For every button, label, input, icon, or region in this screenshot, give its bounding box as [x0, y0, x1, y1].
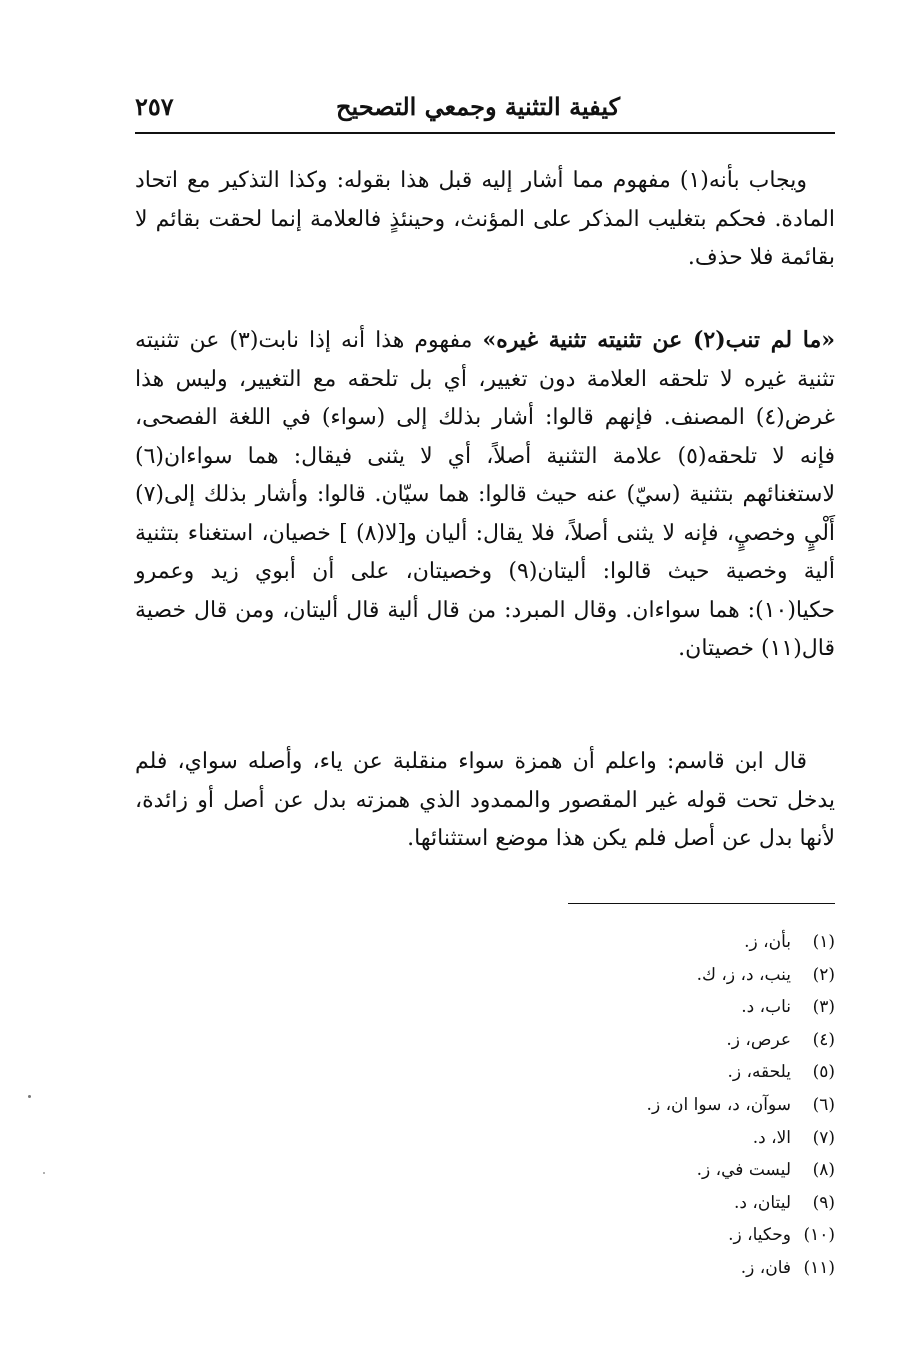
footnote-item: [415, 1187, 835, 1220]
page-number: ٢٥٧: [135, 92, 174, 121]
footnote-text: وحكيا، ز.: [728, 1225, 791, 1246]
footnote-text: فان، ز.: [740, 1257, 791, 1278]
footnote-number: (٧): [812, 1127, 835, 1148]
footnote-number: (٩): [812, 1192, 835, 1213]
footnote-number: (٨): [812, 1160, 835, 1181]
footnote-item: [415, 1252, 835, 1285]
footnote-number: (٥): [812, 1062, 835, 1083]
footnote-text: عرص، ز.: [726, 1029, 791, 1050]
footnote-item: [415, 1154, 835, 1187]
footnote-number: (٢): [812, 964, 835, 985]
paragraph-2: [135, 321, 835, 669]
footnote-number: (٣): [812, 997, 835, 1018]
paragraph-3: [135, 743, 835, 859]
paragraph-2-text: مفهوم هذا أنه إذا نابت(٣) عن تثنيته تثنية غيره لا تلحقه العلامة دون تغيير، أي بل تلحقه مع التغيير، وليس هذا غرض(٤) المصنف. فإنهم قالوا: أشار بذلك إلى (سواء) في اللغة الفصحى، فإنه لا تلحقه(٥) علامة التثنية أصلاً، أي لا يثنى فيقال: هما سواءان(٦) لاستغنائهم بتثنية (سيّ) عنه حيث قالوا: هما سيّان. قالوا: وأشار بذلك إلى(٧) أَلْيٍ وخصيٍ، فإنه لا يثنى أصلاً، فلا يقال: أليان و[لا(٨) ] خصيان، استغناء بتثنية ألية وخصية حيث قالوا: أليتان(٩) وخصيتان، على أن أبوي زيد وعمرو حكيا(١٠): هما سواءان. وقال المبرد: من قال ألية قال أليتان، ومن قال خصية قال(١١) خصيتان.: [135, 328, 836, 661]
footnote-item: [415, 1024, 835, 1057]
footnote-number: (١١): [803, 1257, 835, 1278]
footnote-separator: [568, 903, 835, 904]
footnote-item: [415, 991, 835, 1024]
footnote-number: (١): [812, 932, 835, 952]
paragraph-2-quoted-matn: «ما لم تنب(٢) عن تثنيته تثنية غيره»: [482, 327, 835, 353]
scan-speck: [28, 1095, 31, 1098]
footnote-text: ناب، د.: [741, 997, 791, 1018]
footnote-text: ليست في، ز.: [696, 1160, 791, 1181]
running-title: كيفية التثنية وجمعي التصحيح: [336, 92, 620, 121]
footnote-text: ليتان، د.: [734, 1192, 791, 1213]
footnote-item: [415, 1219, 835, 1252]
footnote-number: (٦): [812, 1094, 835, 1115]
paragraph-1: [135, 162, 835, 278]
footnote-item: [415, 1089, 835, 1122]
footnote-item: [415, 926, 835, 959]
scan-speck: [43, 1172, 45, 1174]
footnotes-list: [415, 926, 835, 1285]
header-rule: [135, 132, 835, 134]
footnote-item: [415, 1122, 835, 1155]
footnote-text: سوآن، د، سوا ان، ز.: [646, 1094, 791, 1115]
running-header: [135, 92, 835, 128]
footnote-number: (١٠): [803, 1225, 835, 1246]
footnote-number: (٤): [812, 1029, 835, 1050]
footnote-text: يلحقه، ز.: [727, 1062, 791, 1083]
paragraph-3-text: قال ابن قاسم: واعلم أن همزة سواء منقلبة عن ياء، وأصله سواي، فلم يدخل تحت قوله غير المقصور والممدود الذي همزته بدل عن أصل أو زائدة، لأنها بدل عن أصل فلم يكن هذا موضع استثنائها.: [135, 749, 835, 851]
footnote-text: بأن، ز.: [744, 932, 791, 952]
footnote-text: ينب، د، ز، ك.: [696, 964, 791, 985]
paragraph-1-text: ويجاب بأنه(١) مفهوم مما أشار إليه قبل هذا بقوله: وكذا التذكير مع اتحاد المادة. فحكم بتغليب المذكر على المؤنث، وحينئذٍ فالعلامة إنما لحقت بقائم لا بقائمة فلا حذف.: [135, 168, 835, 270]
footnote-text: الا، د.: [752, 1127, 791, 1148]
footnote-item: [415, 959, 835, 992]
footnote-item: [415, 1056, 835, 1089]
